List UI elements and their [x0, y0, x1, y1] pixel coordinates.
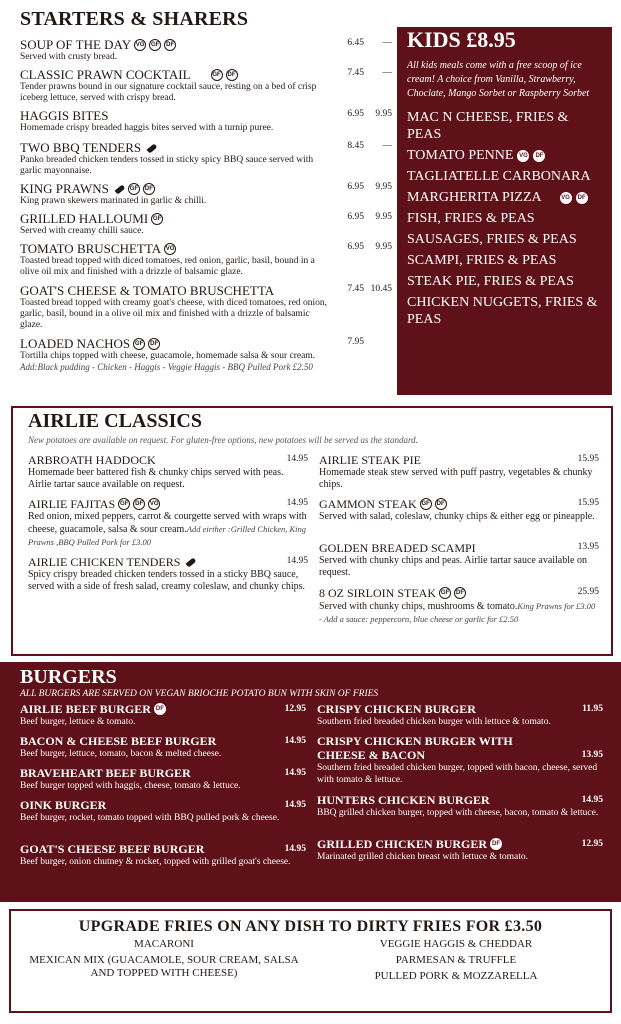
kids-item-label: CHICKEN NUGGETS, FRIES & PEAS — [407, 295, 598, 327]
item-name: TOMATO BRUSCHETTA — [20, 241, 162, 256]
burger-item[interactable] — [20, 842, 306, 868]
item-desc: Homemade steak stew served with puff pastry, vegetables & chunky chips. — [319, 467, 593, 490]
item-price: 14.95 — [284, 736, 306, 746]
kids-menu-panel — [397, 27, 612, 395]
item-desc: Marinated grilled chicken breast with lettuce & tomato. — [317, 852, 529, 862]
starter-item[interactable] — [20, 337, 392, 373]
item-name: HUNTERS CHICKEN BURGER — [317, 793, 490, 807]
item-desc: Beef burger, lettuce & tomato. — [20, 717, 136, 727]
kids-item[interactable] — [407, 231, 602, 248]
vegan-icon: VG — [560, 192, 572, 204]
dairy-free-icon: DF — [133, 498, 145, 510]
kids-item[interactable] — [407, 210, 602, 227]
vegan-icon: VG — [134, 39, 146, 51]
fries-option[interactable]: PULLED PORK & MOZZARELLA — [374, 970, 538, 982]
price-large: — — [382, 38, 392, 48]
item-desc: Spicy crispy breaded chicken tenders tossed in a sticky BBQ sauce, served with a side of fresh salad, creamy coleslaw, and chunky chips. — [28, 569, 306, 592]
gluten-free-icon: GF — [151, 213, 163, 225]
burger-item[interactable] — [20, 766, 306, 792]
gluten-free-icon: GF — [211, 69, 223, 81]
dairy-free-icon: DF — [226, 69, 238, 81]
item-name: CLASSIC PRAWN COCKTAIL — [20, 67, 191, 82]
fries-option[interactable]: MEXICAN MIX (GUACAMOLE, SOUR CREAM, SALSA AND TOPPED WITH CHEESE) — [29, 954, 299, 979]
item-price: 14.95 — [286, 498, 308, 508]
item-price: 11.95 — [582, 704, 603, 714]
item-price: 14.95 — [581, 795, 603, 805]
item-desc: Panko breaded chicken tenders tossed in sticky spicy BBQ sauce served with garlic mayonnaise. — [20, 155, 314, 176]
chilli-icon — [114, 184, 125, 194]
item-name: SOUP OF THE DAY — [20, 37, 132, 52]
price-large: 10.45 — [370, 284, 392, 294]
gluten-free-icon: GF — [149, 39, 161, 51]
kids-item[interactable] — [407, 168, 602, 185]
dairy-free-icon: DF — [154, 703, 166, 715]
kids-item-label: TAGLIATELLE CARBONARA — [407, 169, 591, 184]
item-desc: Toasted bread topped with creamy goat's cheese, with diced tomatoes, red onion, garlic, basil, bound in a olive oil mix and finished with a drizzle of balsamic glaze. — [20, 298, 328, 330]
price-large: 9.95 — [375, 242, 392, 252]
kids-item-label: SAUSAGES, FRIES & PEAS — [407, 232, 577, 247]
item-desc: Homemade beer battered fish & chunky chips served with peas. Airlie tartar sauce available on request. — [28, 467, 284, 490]
starter-item[interactable] — [20, 141, 392, 177]
item-name: HAGGIS BITES — [20, 108, 109, 123]
dairy-free-icon: DF — [148, 338, 160, 350]
gluten-free-icon: GF — [118, 498, 130, 510]
item-name: ARBROATH HADDOCK — [28, 453, 156, 467]
item-desc: Tortilla chips topped with cheese, guacamole, homemade salsa & sour cream. — [20, 351, 316, 361]
item-desc: Southern fried breaded chicken burger, topped with bacon, cheese, served with tomato & lettuce. — [317, 763, 598, 785]
dairy-free-icon: DF — [435, 498, 447, 510]
item-name: OINK BURGER — [20, 798, 107, 812]
item-desc: Served with chunky chips, mushrooms & tomato. — [319, 601, 518, 612]
chilli-icon — [147, 143, 158, 153]
item-price: 14.95 — [286, 556, 308, 566]
kids-item[interactable] — [407, 109, 602, 143]
gluten-free-icon: GF — [133, 338, 145, 350]
starter-item[interactable] — [20, 109, 392, 134]
dairy-free-icon: DF — [576, 192, 588, 204]
kids-item-label: STEAK PIE, FRIES & PEAS — [407, 274, 574, 289]
item-desc: Tender prawns bound in our signature cocktail sauce, resting on a bed of crisp iceberg lettuce, served with crispy bread. — [20, 82, 317, 103]
burger-item[interactable] — [317, 734, 603, 786]
item-desc: Beef burger, rocket, tomato topped with BBQ pulled pork & cheese. — [20, 813, 280, 823]
burger-item[interactable] — [20, 734, 306, 760]
price-large: — — [382, 68, 392, 78]
chilli-icon — [186, 557, 197, 567]
starter-item[interactable] — [20, 38, 392, 63]
item-price: 12.95 — [284, 704, 306, 714]
price-large: 9.95 — [375, 182, 392, 192]
item-price: 15.95 — [577, 498, 599, 508]
item-price: 14.95 — [284, 800, 306, 810]
kids-item-label: MARGHERITA PIZZA — [407, 190, 542, 205]
burgers-intro: ALL BURGERS ARE SERVED ON VEGAN BRIOCHE POTATO BUN WITH SKIN OF FRIES — [20, 689, 379, 699]
dairy-free-icon: DF — [143, 183, 155, 195]
gluten-free-icon: GF — [439, 587, 451, 599]
item-name: 8 OZ SIRLOIN STEAK — [319, 586, 436, 600]
item-name: TWO BBQ TENDERS — [20, 140, 142, 155]
dairy-free-icon: DF — [454, 587, 466, 599]
kids-item-label: TOMATO PENNE — [407, 148, 514, 163]
item-price: 13.95 — [581, 750, 603, 760]
dairy-free-icon: DF — [164, 39, 176, 51]
classic-item[interactable] — [319, 586, 599, 626]
item-name: AIRLIE BEEF BURGER — [20, 702, 151, 716]
item-desc: Beef burger, lettuce, tomato, bacon & melted cheese. — [20, 749, 222, 759]
kids-title: KIDS £8.95 — [407, 27, 516, 52]
kids-item-label: FISH, FRIES & PEAS — [407, 211, 535, 226]
kids-item[interactable] — [407, 294, 602, 328]
kids-intro: All kids meals come with a free scoop of ice cream! A choice from Vanilla, Strawberry, Choclate, Mango Sorbet or Raspberry Sorbet — [407, 60, 590, 99]
item-desc: Toasted bread topped with diced tomatoes, red onion, garlic, basil, bound in a olive oil mix and finished with a drizzle of balsamic glaze. — [20, 256, 315, 277]
item-price: 12.95 — [581, 839, 603, 849]
classic-item[interactable] — [319, 453, 599, 491]
burgers-title: BURGERS — [20, 666, 117, 688]
vegan-icon: VG — [148, 498, 160, 510]
classic-item[interactable] — [28, 555, 308, 593]
starter-item[interactable] — [20, 242, 392, 278]
item-price: 25.95 — [577, 587, 599, 597]
vegan-icon: VG — [517, 150, 529, 162]
kids-item[interactable] — [407, 252, 602, 269]
item-price: 14.95 — [284, 768, 306, 778]
gluten-free-icon: GF — [420, 498, 432, 510]
item-desc: Beef burger topped with haggis, cheese, tomato & lettuce. — [20, 781, 241, 791]
classic-item[interactable] — [28, 497, 308, 549]
classic-item[interactable] — [319, 541, 599, 579]
dairy-free-icon: DF — [490, 838, 502, 850]
item-name: BACON & CHEESE BEEF BURGER — [20, 734, 217, 748]
kids-item-label: MAC N CHEESE, FRIES & PEAS — [407, 110, 569, 142]
burger-item[interactable] — [317, 837, 603, 863]
item-name: GOLDEN BREADED SCAMPI — [319, 541, 476, 555]
fries-option[interactable]: MACARONI — [134, 938, 194, 950]
price-small: 6.95 — [347, 242, 364, 252]
item-desc: Served with salad, coleslaw, chunky chips & either egg or pineapple. — [319, 511, 595, 522]
item-name: CRISPY CHICKEN BURGER — [317, 702, 476, 716]
starter-item[interactable] — [20, 182, 392, 207]
starter-item[interactable] — [20, 212, 392, 237]
kids-item-label: SCAMPI, FRIES & PEAS — [407, 253, 557, 268]
item-price: 14.95 — [286, 454, 308, 464]
item-addons: Add:Black pudding - Chicken - Haggis - Veggie Haggis - BBQ Pulled Pork £2.50 — [20, 362, 313, 372]
item-price: 13.95 — [577, 542, 599, 552]
item-addons: Add eirther :Grilled Chicken, King Prawns ,BBQ Pulled Pork for £3.00 — [28, 524, 307, 547]
fries-option[interactable]: VEGGIE HAGGIS & CHEDDAR — [379, 938, 533, 950]
item-price: 14.95 — [284, 844, 306, 854]
starter-item[interactable] — [20, 68, 392, 104]
item-name: GOAT'S CHEESE & TOMATO BRUSCHETTA — [20, 283, 275, 298]
fries-options-left — [29, 938, 299, 983]
item-addons: King Prawns for £3.00 - Add a sauce: peppercorn, blue cheese or garlic for £2.50 — [319, 601, 596, 624]
item-desc: Beef burger, onion chutney & rocket, topped with grilled goat's cheese. — [20, 857, 291, 867]
item-name: GRILLED HALLOUMI — [20, 211, 149, 226]
price-large: — — [382, 141, 392, 151]
item-desc: King prawn skewers marinated in garlic & chilli. — [20, 196, 207, 206]
item-price: 15.95 — [577, 454, 599, 464]
fries-option[interactable]: PARMESAN & TRUFFLE — [395, 954, 517, 966]
item-name: AIRLIE CHICKEN TENDERS — [28, 555, 181, 569]
price-small: 6.95 — [347, 212, 364, 222]
price-small: 7.45 — [347, 68, 364, 78]
item-name: LOADED NACHOS — [20, 336, 131, 351]
item-name: GRILLED CHICKEN BURGER — [317, 837, 488, 851]
classics-section — [11, 406, 613, 656]
burger-item[interactable] — [20, 798, 306, 824]
dairy-free-icon: DF — [533, 150, 545, 162]
classic-item[interactable] — [28, 453, 308, 491]
starters-title: STARTERS & SHARERS — [20, 8, 249, 30]
price-small: 6.95 — [347, 182, 364, 192]
price-large: 9.95 — [375, 109, 392, 119]
price-small: 7.95 — [347, 337, 364, 347]
burger-item[interactable] — [317, 793, 603, 819]
item-desc: Homemade crispy breaded haggis bites served with a turnip puree. — [20, 123, 274, 133]
item-desc: BBQ grilled chicken burger, topped with cheese, bacon, tomato & lettuce. — [317, 808, 599, 818]
item-desc: Red onion, mixed peppers, carrot & courgette served with wraps with cheese, guacamole, salsa & sour cream. — [28, 511, 307, 535]
price-small: 6.95 — [347, 109, 364, 119]
fries-title: UPGRADE FRIES ON ANY DISH TO DIRTY FRIES FOR £3.50 — [78, 918, 543, 935]
item-name: AIRLIE FAJITAS — [28, 497, 116, 511]
item-name: KING PRAWNS — [20, 181, 109, 196]
classics-title: AIRLIE CLASSICS — [28, 410, 202, 432]
starter-item[interactable] — [20, 284, 392, 331]
dirty-fries-section — [9, 909, 612, 1013]
classics-intro: New potatoes are available on request. For gluten-free options, new potatoes will be served as the standard. — [28, 435, 418, 445]
gluten-free-icon: GF — [128, 183, 140, 195]
item-desc: Served with creamy chilli sauce. — [20, 226, 144, 236]
burger-item[interactable] — [20, 702, 306, 728]
burger-item[interactable] — [317, 702, 603, 728]
price-small: 8.45 — [347, 141, 364, 151]
kids-item[interactable] — [407, 147, 602, 164]
burgers-section — [0, 662, 621, 902]
fries-options-right — [321, 938, 591, 986]
item-name: BRAVEHEART BEEF BURGER — [20, 766, 191, 780]
price-large: 9.95 — [375, 212, 392, 222]
kids-item[interactable] — [407, 189, 602, 206]
kids-item[interactable] — [407, 273, 602, 290]
item-desc: Southern fried breaded chicken burger with lettuce & tomato. — [317, 717, 551, 727]
price-small: 6.45 — [347, 38, 364, 48]
vegan-icon: VG — [164, 243, 176, 255]
item-name: AIRLIE STEAK PIE — [319, 453, 421, 467]
item-desc: Served with chunky chips and peas. Airlie tartar sauce available on request. — [319, 555, 587, 578]
item-name: GOAT'S CHEESE BEEF BURGER — [20, 842, 205, 856]
item-name: CRISPY CHICKEN BURGER WITH CHEESE & BACON — [317, 734, 513, 762]
classic-item[interactable] — [319, 497, 599, 523]
price-small: 7.45 — [347, 284, 364, 294]
item-name: GAMMON STEAK — [319, 497, 417, 511]
item-desc: Served with crusty bread. — [20, 52, 118, 62]
